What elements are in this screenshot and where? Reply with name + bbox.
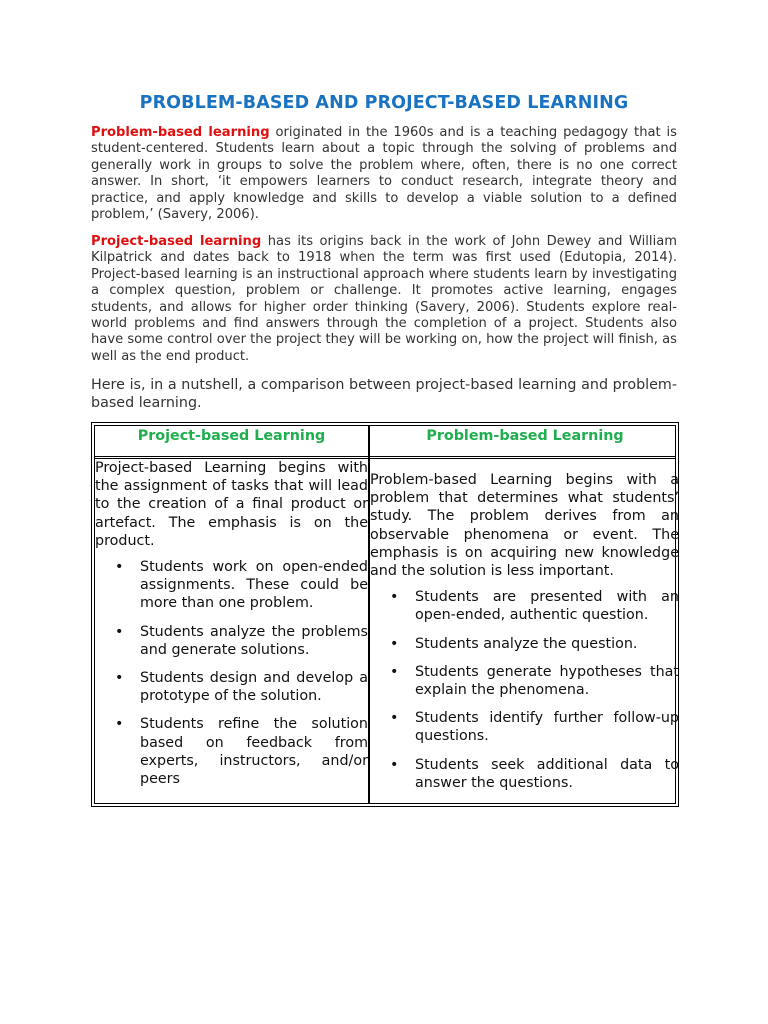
bullet-icon: • (390, 635, 399, 652)
keyword-project-based: Project-based learning (91, 234, 262, 249)
paragraph-problem-based (91, 125, 677, 223)
paragraph-text: has its origins back in the work of John Dewey and William Kilpatrick and dates back to 1918 when the term was first used (Edutopia, 2014). Project-based learning is an instructional approach where students learn by investigating a complex question, problem or challenge. It promotes active learning, engages students, and allows for higher order thinking (Savery, 2006). Students explore real-world problems and find answers through the completion of a project. Students also have some control over the project they will be working on, how the project will finish, as well as the end product. (91, 234, 677, 364)
list-item: • Students refine the solution based on feedback from experts, instructors, and/or peers (115, 716, 368, 788)
cell-project-based (95, 459, 368, 798)
cell-problem-based (370, 471, 679, 802)
list-item: • Students seek additional data to answer the questions. (390, 756, 679, 791)
column-header-project: Project-based Learning (137, 428, 326, 444)
bullet-icon: • (115, 670, 124, 687)
list-item: • Students analyze the question. (390, 635, 638, 652)
bullet-icon: • (115, 716, 124, 733)
bullet-icon: • (390, 710, 399, 727)
keyword-problem-based: Problem-based learning (91, 125, 270, 140)
bullet-icon: • (115, 623, 124, 640)
comparison-table (91, 422, 679, 807)
list-item: • Students work on open-ended assignments. These could be more than one problem. (115, 559, 368, 612)
list-item: • Students generate hypotheses that explain the phenomena. (390, 663, 679, 699)
bullet-list (370, 588, 679, 792)
paragraph-project-based (91, 234, 677, 365)
list-item: • Students identify further follow-up questions. (390, 710, 679, 745)
list-item: • Students design and develop a prototype of the solution. (115, 670, 368, 705)
paragraph-text: originated in the 1960s and is a teaching pedagogy that is student-centered. Students learn about a topic through the solving of problems and generally work in groups to solve the problem where, often, there is no one correct answer. In short, ‘it empowers learners to conduct research, integrate theory and practice, and apply knowledge and skills to develop a viable solution to a defined problem,’ (Savery, 2006). (91, 125, 677, 223)
column-header-problem: Problem-based Learning (426, 428, 624, 444)
paragraph-comparison-intro: Here is, in a nutshell, a comparison between project-based learning and problem-based learning. (91, 377, 677, 412)
bullet-icon: • (115, 559, 124, 576)
bullet-icon: • (390, 756, 399, 773)
page-title: PROBLEM-BASED AND PROJECT-BASED LEARNING (139, 93, 629, 113)
table-inner-border (94, 425, 679, 804)
cell-intro: Problem-based Learning begins with a problem that determines what students’ study. The problem derives from an observable phenomena or event. The emphasis is on acquiring new knowledge and the solution is less important. (370, 472, 679, 580)
list-item: • Students analyze the problems and generate solutions. (115, 623, 368, 658)
bullet-list (95, 558, 368, 788)
bullet-icon: • (390, 589, 399, 606)
cell-intro: Project-based Learning begins with the assignment of tasks that will lead to the creation of a final product or artefact. The emphasis is on the product. (95, 460, 368, 549)
bullet-icon: • (390, 663, 399, 680)
list-item: • Students are presented with an open-ended, authentic question. (390, 589, 679, 624)
